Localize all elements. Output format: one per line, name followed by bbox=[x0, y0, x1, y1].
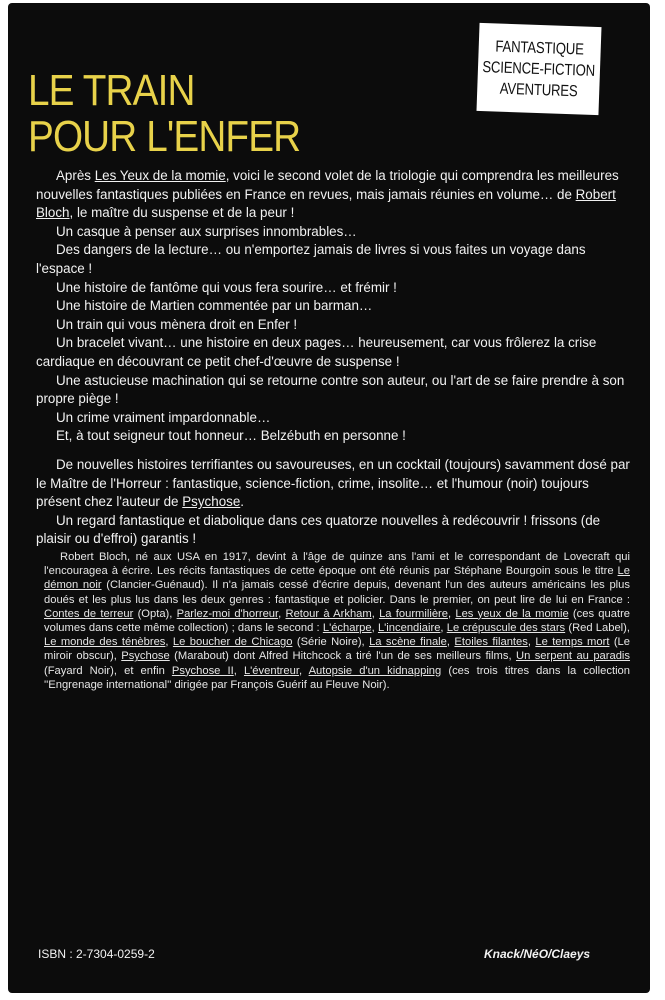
genre-badge bbox=[477, 23, 602, 115]
bio-text: , bbox=[446, 636, 455, 649]
bio-book-title: L'écharpe bbox=[322, 622, 372, 635]
genre-fantastique: FANTASTIQUE bbox=[495, 37, 585, 59]
title-line-2: POUR L'ENFER bbox=[28, 112, 301, 161]
bio-text: (Opta), bbox=[133, 607, 177, 620]
blurb-line: Une astucieuse machination qui se retourne contre son auteur, ou l'art de se faire prendre à son propre piège ! bbox=[36, 372, 625, 407]
bio-text: , bbox=[298, 664, 309, 677]
blurb-line: Un train qui vous mènera droit en Enfer ! bbox=[56, 316, 298, 332]
bio-book-title: Le crépuscule des stars bbox=[446, 622, 566, 635]
bio-book-title: Retour à Arkham bbox=[285, 607, 372, 620]
bio-book-title: Le démon noir bbox=[44, 565, 630, 592]
blurb-summary bbox=[36, 456, 636, 512]
bio-text: Robert Bloch, né aux USA en 1917, devint à l'âge de quinze ans l'ami et le correspondant de Lovecraft qui l'encouragea à écrire. Les récits fantastiques de cette époque ont été réunis par Stéphane Bourgoin sous le titre bbox=[44, 551, 630, 578]
bio-text: (Red Label), bbox=[565, 622, 631, 635]
bio-book-title: Parlez-moi d'horreur bbox=[176, 607, 279, 620]
blurb-text: . bbox=[240, 494, 245, 510]
bio-text: (ces trois titres dans la collection ''Engrenage international'' dirigée par François Guérif au Fleuve Noir). bbox=[44, 664, 630, 691]
book-title bbox=[28, 68, 337, 160]
bio-text: , bbox=[447, 607, 456, 620]
bio-book-title: Un serpent au paradis bbox=[515, 650, 631, 663]
bio-text: (Série Noire), bbox=[292, 636, 370, 649]
author-bio-paragraph bbox=[44, 550, 630, 692]
bio-book-title: Psychose bbox=[121, 650, 170, 663]
publisher: Knack/NéO/Claeys bbox=[484, 947, 591, 961]
bio-book-title: La fourmilière bbox=[379, 607, 448, 620]
blurb-line: Un bracelet vivant… une histoire en deux pages… heureusement, car vous frôlerez la crise cardiaque en découvrant ce petit chef-d'œuvre de suspense ! bbox=[36, 335, 597, 369]
bio-text: , bbox=[527, 636, 536, 649]
bio-text: (Le miroir obscur), bbox=[44, 636, 631, 663]
bio-text: (Marabout) dont Alfred Hitchcock a tiré l'un de ses meilleurs films, bbox=[169, 650, 516, 663]
blurb-line: Une histoire de fantôme qui vous fera sourire… et frémir ! bbox=[56, 279, 397, 295]
blurb-text: Après bbox=[56, 168, 95, 183]
bio-book-title: Etoiles filantes bbox=[454, 636, 528, 649]
blurb-line: Une histoire de Martien commentée par un barman… bbox=[56, 298, 373, 314]
blurb-line: Et, à tout seigneur tout honneur… Belzébuth en personne ! bbox=[56, 428, 406, 444]
bio-text: (Clancier-Guénaud). Il n'a jamais cessé d'écrire depuis, devenant l'un des auteurs américains les plus doués et les plus lus dans les deux genres : fantastique et policier. Dans le premier, on peut lire de lui en France : bbox=[44, 579, 630, 606]
bio-text: , bbox=[278, 607, 286, 620]
blurb-closing: Un regard fantastique et diabolique dans ces quatorze nouvelles à redécouvrir ! frissons (de plaisir ou d'effroi) garantis ! bbox=[36, 512, 601, 547]
bio-book-title: Le monde des ténèbres bbox=[44, 636, 166, 649]
genre-aventures: AVENTURES bbox=[499, 80, 578, 100]
blurb-text: , voici le second volet de la triologie qui comprendra les meilleures nouvelles fantastiques publiées en France en revues, mais jamais réunies en volume… de bbox=[36, 168, 619, 202]
bio-text: (Fayard Noir), et enfin bbox=[44, 664, 172, 677]
bio-text: , bbox=[440, 622, 447, 635]
isbn: ISBN : 2-7304-0259-2 bbox=[38, 947, 155, 961]
book-ref-psychose: Psychose bbox=[182, 494, 241, 510]
author-bio bbox=[44, 550, 630, 692]
blurb-intro bbox=[36, 167, 636, 223]
bio-book-title: L'éventreur bbox=[243, 664, 299, 677]
book-ref-les-yeux-de-la-momie: Les Yeux de la momie bbox=[94, 168, 226, 183]
bio-book-title: Psychose II bbox=[171, 664, 234, 677]
bio-text: , bbox=[371, 622, 378, 635]
blurb-line: Un crime vraiment impardonnable… bbox=[56, 409, 271, 425]
title-line-1: LE TRAIN bbox=[28, 66, 195, 115]
bio-book-title: Autopsie d'un kidnapping bbox=[308, 664, 442, 677]
author-name: Robert Bloch bbox=[36, 186, 616, 221]
blurb-line: Des dangers de la lecture… ou n'emportez jamais de livres si vous faites un voyage dans l'espace ! bbox=[36, 242, 586, 276]
bio-text: (ces quatre volumes dans cette même collection) ; dans le second : bbox=[44, 607, 631, 635]
bio-book-title: La scène finale bbox=[369, 636, 447, 649]
blurb-text: De nouvelles histoires terrifiantes ou savoureuses, en un cocktail (toujours) savamment dosé par le Maître de l'Horreur : fantastique, science-fiction, crime, insolite… et l'humour (noir) toujours présent chez l'auteur de bbox=[36, 456, 630, 510]
bio-text: , bbox=[165, 636, 173, 649]
bio-book-title: L'incendiaire bbox=[377, 622, 441, 635]
blurb bbox=[36, 167, 636, 549]
bio-text: , bbox=[233, 664, 244, 677]
blurb-line: Un casque à penser aux surprises innombrables… bbox=[56, 223, 357, 239]
blurb-text: , le maître du suspense et de la peur ! bbox=[69, 205, 295, 221]
bio-book-title: Contes de terreur bbox=[44, 607, 134, 620]
bio-book-title: Les yeux de la momie bbox=[455, 607, 569, 620]
genre-science-fiction: SCIENCE-FICTION bbox=[482, 58, 596, 80]
bio-book-title: Le temps mort bbox=[535, 636, 610, 649]
bio-text: , bbox=[371, 607, 380, 620]
bio-book-title: Le boucher de Chicago bbox=[172, 636, 293, 649]
